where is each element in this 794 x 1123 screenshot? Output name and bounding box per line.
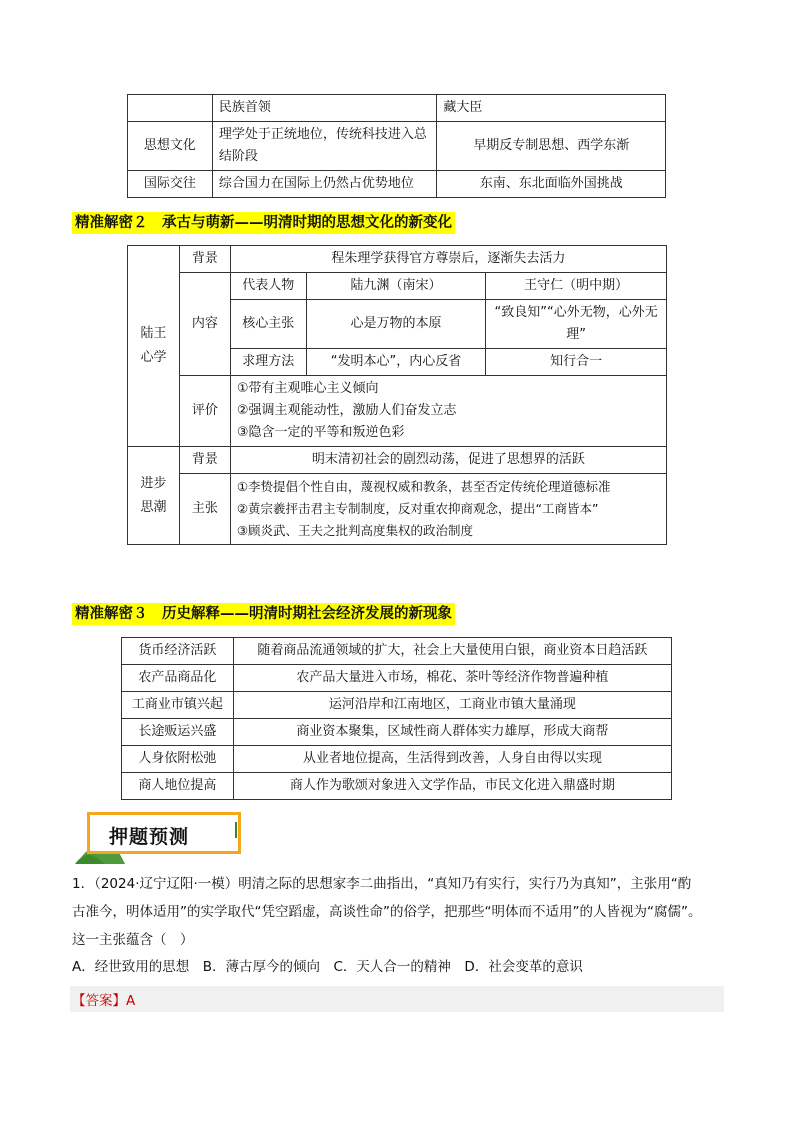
list-item: ③隐含一定的平等和叛逆色彩 [236,425,405,440]
list-item: ①带有主观唯心主义倾向 [236,381,379,396]
table-cell: 程朱理学获得官方尊崇后，逐渐失去活力 [230,246,666,273]
section-heading [72,212,455,234]
table-cell: 王守仁（明中期） [486,273,667,300]
table-row [128,474,667,545]
table-row [122,665,672,692]
question-line: 1．（2024·辽宁辽阳·一模）明清之际的思想家李二曲指出，“真知乃有实行，实行乃为真知”，主张用“酌 [72,876,692,892]
answer-text: 【答案】A [72,993,136,1009]
list-item: ②黄宗羲抨击君主专制制度，反对重农抑商观念，提出“工商皆本” [236,501,599,516]
table-cell [128,95,213,122]
heading-number: ２ [133,215,148,231]
group-label: 进步思潮 [128,447,180,545]
table-cell: 理学处于正统地位，传统科技进入总结阶段 [212,122,437,171]
badge-accent [235,822,237,838]
table-cell: 思想文化 [128,122,213,171]
table-row [128,246,667,273]
section-heading [72,603,455,625]
table-cell: 运河沿岸和江南地区，工商业市镇大量涌现 [233,692,671,719]
table-row [128,447,667,474]
heading-title: 历史解释——明清时期社会经济发展的新现象 [162,606,452,622]
table-row [122,746,672,773]
table-row [128,273,667,300]
table-cell: 藏大臣 [437,95,666,122]
row-label: 背景 [179,246,230,273]
heading-label: 精准解密 [75,606,133,622]
table-cell [230,474,666,545]
table-cell: 国际交往 [128,171,213,198]
table-cell: 民族首领 [212,95,437,122]
table-row [128,171,666,198]
table-row [122,719,672,746]
table-cell: 心是万物的本原 [306,300,486,349]
table-cell: 综合国力在国际上仍然占优势地位 [212,171,437,198]
question-options: A．经世致用的思想 B．薄古厚今的倾向 C．天人合一的精神 D．社会变革的意识 [72,959,583,975]
row-label: 背景 [179,447,230,474]
table-cell: “发明本心”，内心反省 [306,349,486,376]
table-cell: 农产品大量进入市场，棉花、茶叶等经济作物普遍种植 [233,665,671,692]
table-cell: 农产品商品化 [122,665,234,692]
table-row [122,692,672,719]
heading-title: 承古与萌新——明清时期的思想文化的新变化 [162,215,452,231]
table-row [128,376,667,447]
list-item: ②强调主观能动性，激励人们奋发立志 [236,403,457,418]
question-line: 古准今，明体适用”的实学取代“凭空蹈虚，高谈性命”的俗学，把那些“明体而不适用”的人皆视为“腐儒”。 [72,904,702,920]
thought-table [127,245,667,545]
table-cell: 随着商品流通领域的扩大，社会上大量使用白银，商业资本日趋活跃 [233,638,671,665]
summary-table [127,94,666,198]
table-cell: 商人作为歌颂对象进入文学作品，市民文化进入鼎盛时期 [233,773,671,800]
answer-bar [70,986,724,1012]
table-cell: 从业者地位提高，生活得到改善，人身自由得以实现 [233,746,671,773]
badge-text: 押题预测 [109,826,190,848]
table-cell: 代表人物 [230,273,306,300]
economy-table [121,637,672,800]
heading-number: ３ [133,606,148,622]
heading-label: 精准解密 [75,215,133,231]
table-cell: 东南、东北面临外国挑战 [437,171,666,198]
table-row [122,773,672,800]
prediction-badge [75,812,250,866]
table-cell: 早期反专制思想、西学东渐 [437,122,666,171]
table-cell: 商人地位提高 [122,773,234,800]
table-cell: 陆九渊（南宋） [306,273,486,300]
list-item: ①李贽提倡个性自由，蔑视权威和教条，甚至否定传统伦理道德标准 [236,479,611,494]
table-cell: 工商业市镇兴起 [122,692,234,719]
table-cell: 核心主张 [230,300,306,349]
table-cell: 明末清初社会的剧烈动荡，促进了思想界的活跃 [230,447,666,474]
table-cell: 求理方法 [230,349,306,376]
table-row [128,122,666,171]
table-cell: 知行合一 [486,349,667,376]
table-cell: “致良知”“心外无物，心外无理” [486,300,667,349]
table-row [122,638,672,665]
table-cell: 货币经济活跃 [122,638,234,665]
table-cell [230,376,666,447]
table-row [128,95,666,122]
row-label: 评价 [179,376,230,447]
table-cell: 商业资本聚集，区域性商人群体实力雄厚，形成大商帮 [233,719,671,746]
row-label: 内容 [179,273,230,376]
list-item: ③顾炎武、王夫之批判高度集权的政治制度 [236,523,474,538]
group-label: 陆王心学 [128,246,180,447]
row-label: 主张 [179,474,230,545]
question-line: 这一主张蕴含（ ） [72,932,194,948]
table-cell: 长途贩运兴盛 [122,719,234,746]
table-cell: 人身依附松弛 [122,746,234,773]
